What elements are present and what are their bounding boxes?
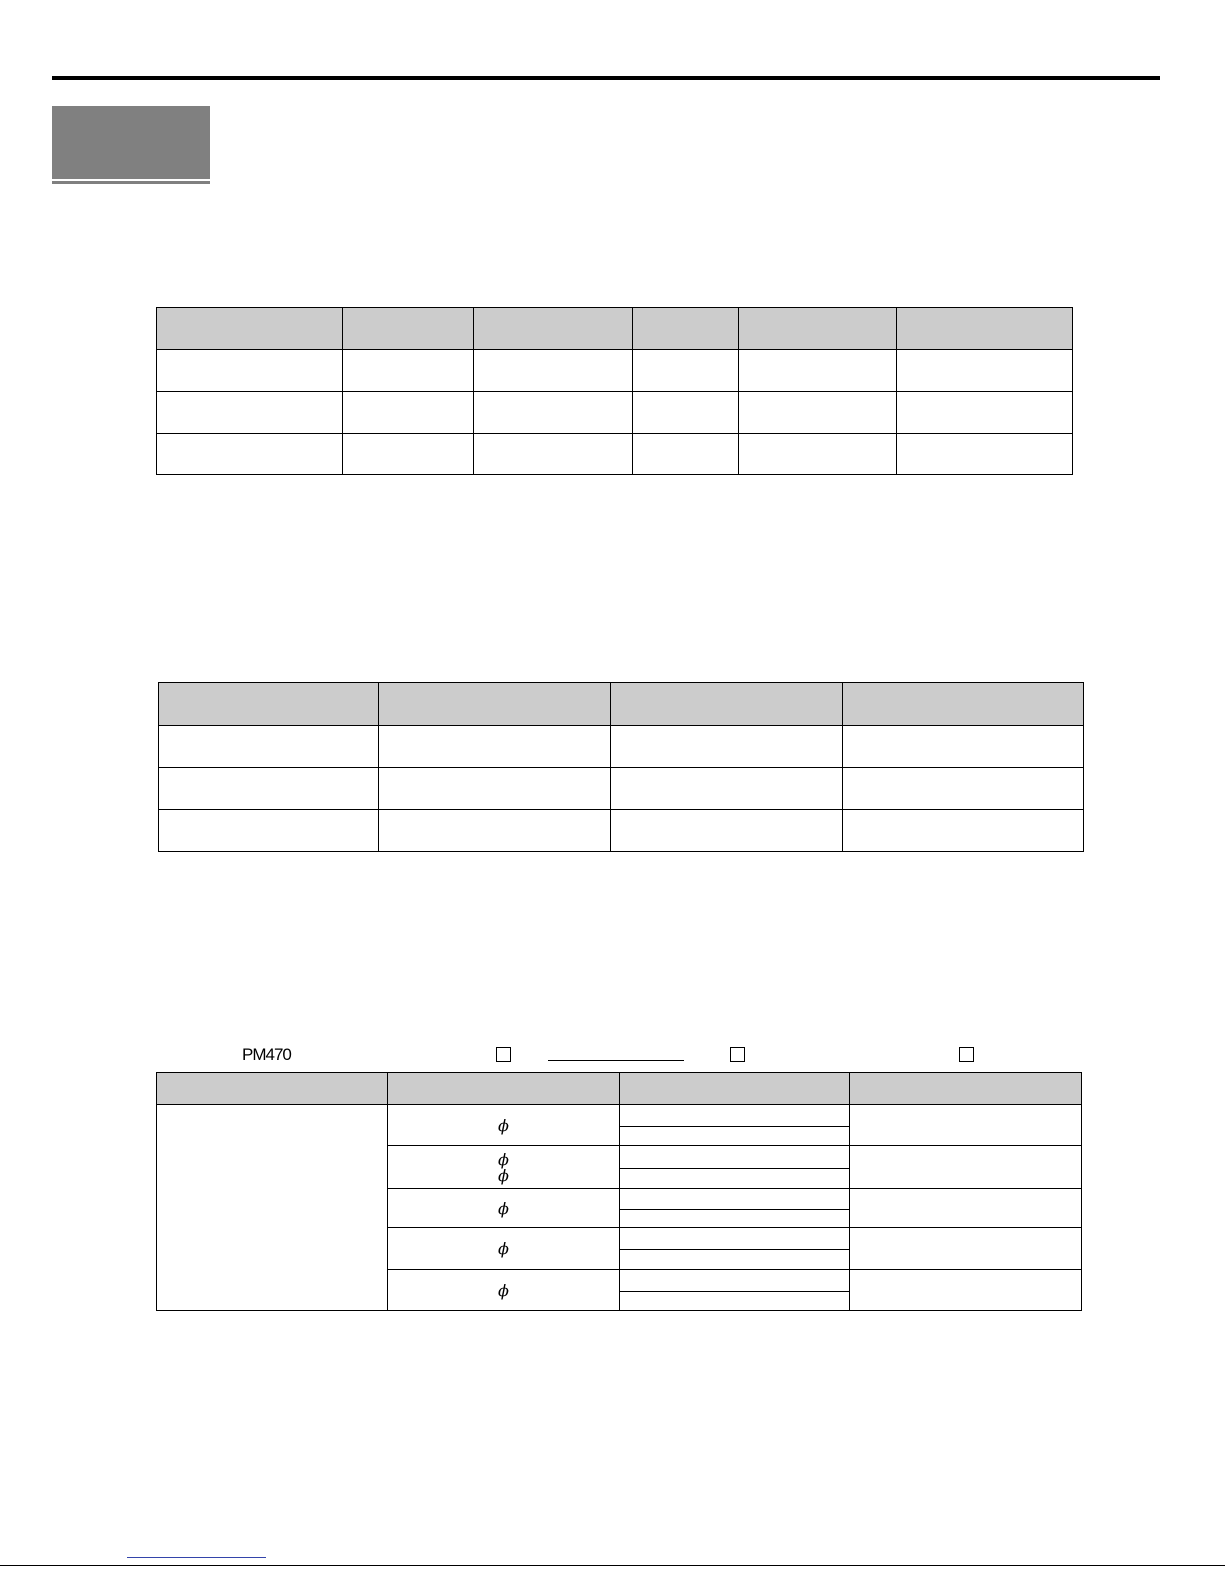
table-cell (633, 350, 739, 392)
cell-divider (620, 1126, 849, 1127)
split-cell (620, 1189, 850, 1228)
header-cell (157, 308, 343, 350)
table-row (157, 434, 1073, 475)
table-cell (611, 768, 843, 810)
table-row (159, 768, 1084, 810)
table-cell (343, 392, 474, 434)
header-cell (850, 1073, 1082, 1105)
diameter-symbol: ϕ (498, 1149, 509, 1169)
header-cell (388, 1073, 620, 1105)
table-cell (739, 350, 897, 392)
table-cell (850, 1189, 1082, 1228)
diameter-cell (388, 1189, 620, 1228)
table-cell (611, 726, 843, 768)
diameter-cell (388, 1228, 620, 1270)
cell-divider (620, 1209, 849, 1210)
table-row (159, 810, 1084, 852)
table-row (159, 726, 1084, 768)
table-cell (633, 392, 739, 434)
table-1 (156, 307, 1073, 475)
table-cell (739, 434, 897, 475)
table-cell (474, 434, 633, 475)
table-cell (157, 434, 343, 475)
table-3 (156, 1072, 1082, 1311)
table-cell (343, 434, 474, 475)
table-cell (157, 392, 343, 434)
footer-rule (0, 1565, 1225, 1566)
header-cell (474, 308, 633, 350)
split-cell (620, 1270, 850, 1311)
table-cell (159, 726, 379, 768)
diameter-symbol: ϕ (498, 1280, 509, 1300)
section-marker-block (52, 106, 210, 179)
cell-divider (620, 1291, 849, 1292)
checkbox-2[interactable] (730, 1047, 745, 1062)
header-cell (620, 1073, 850, 1105)
table-cell (897, 434, 1073, 475)
footer-link-line[interactable] (127, 1557, 266, 1558)
table-cell (897, 392, 1073, 434)
table-row (157, 392, 1073, 434)
table-cell (897, 350, 1073, 392)
diameter-symbol: ϕ (498, 1165, 509, 1185)
top-rule (52, 76, 1160, 80)
table-cell (739, 392, 897, 434)
header-cell (157, 1073, 388, 1105)
split-cell (620, 1146, 850, 1189)
diameter-symbol: ϕ (498, 1198, 509, 1218)
header-cell (379, 683, 611, 726)
table-2 (158, 682, 1084, 852)
table-cell (343, 350, 474, 392)
merged-label-cell (157, 1105, 388, 1311)
header-cell (739, 308, 897, 350)
header-cell (611, 683, 843, 726)
table-cell (474, 392, 633, 434)
table-cell (157, 350, 343, 392)
table-header-row (157, 1073, 1082, 1105)
table-cell (379, 810, 611, 852)
diameter-cell (388, 1146, 620, 1189)
model-label: PM470 (242, 1045, 291, 1064)
table-cell (611, 810, 843, 852)
table-cell (850, 1146, 1082, 1189)
table-header-row (159, 683, 1084, 726)
table-cell (159, 768, 379, 810)
checkbox-1[interactable] (496, 1047, 511, 1062)
checkbox-3[interactable] (959, 1047, 974, 1062)
header-cell (843, 683, 1084, 726)
table-cell (850, 1228, 1082, 1270)
diameter-cell (388, 1105, 620, 1146)
table-cell (843, 726, 1084, 768)
diameter-symbol: ϕ (498, 1115, 509, 1135)
table-cell (633, 434, 739, 475)
table-cell (474, 350, 633, 392)
table-row (157, 1105, 1082, 1146)
table-cell (850, 1270, 1082, 1311)
header-cell (633, 308, 739, 350)
table-row (157, 350, 1073, 392)
header-cell (897, 308, 1073, 350)
header-cell (343, 308, 474, 350)
table-cell (843, 810, 1084, 852)
split-cell (620, 1228, 850, 1270)
table-cell (159, 810, 379, 852)
table-header-row (157, 308, 1073, 350)
table-cell (843, 768, 1084, 810)
section-marker-underline (52, 181, 210, 184)
table-cell (850, 1105, 1082, 1146)
diameter-symbol: ϕ (498, 1239, 509, 1258)
cell-divider (620, 1249, 849, 1250)
header-cell (159, 683, 379, 726)
table-cell (379, 726, 611, 768)
table-cell (379, 768, 611, 810)
split-cell (620, 1105, 850, 1146)
cell-divider (620, 1168, 849, 1169)
diameter-cell (388, 1270, 620, 1311)
fill-in-blank-line[interactable] (548, 1060, 684, 1061)
